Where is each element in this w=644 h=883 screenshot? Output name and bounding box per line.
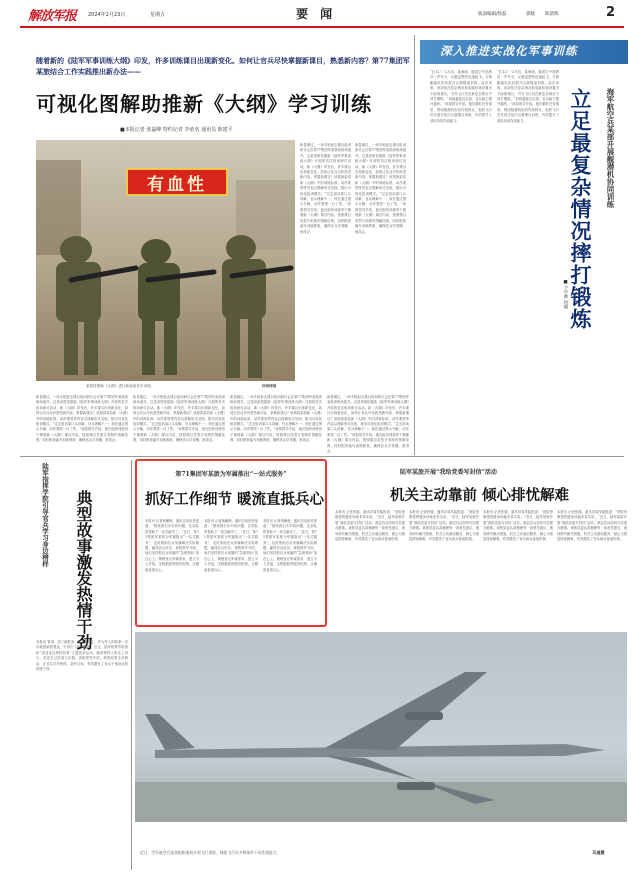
top-story-body-2: 新春刚过，一场手枪射击课目组训研讨会在第77集团军某旅训练场展开。这是该旅依据新《陆军军事训练大纲》开展的首次组训研讨活动。新《大纲》印发后，许多课目出现新变化，如何让官兵尽快熟悉新内容、掌握新课目？该旅探索将新《大纲》中的训练标准、动作要领等内容以图解形式呈现，推出可视化组训模式。“过去组训靠口头讲解，官兵理解不一；现在通过图示分解，动作要领一目了然。”该旅领导介绍，他们组织训练骨干梳理新《大纲》课目内容，按照课目类型分类制作图解挂图，同时配套编写训练教案，确保官兵学得懂、练得会。 xyxy=(355,143,406,234)
masthead-rule xyxy=(20,26,624,28)
top-story-body-1: 新春刚过，一场手枪射击课目组训研讨会在第77集团军某旅训练场展开。这是该旅依据新《陆军军事训练大纲》开展的首次组训研讨活动。新《大纲》印发后，许多课目出现新变化，如何让官兵尽快熟悉新内容、掌握新课目？该旅探索将新《大纲》中的训练标准、动作要领等内容以图解形式呈现，推出可视化组训模式。“过去组训靠口头讲解，官兵理解不一；现在通过图示分解，动作要领一目了然。”该旅领导介绍，他们组织训练骨干梳理新《大纲》课目内容，按照课目类型分类制作图解挂图，同时配套编写训练教案，确保官兵学得懂、练得会。 xyxy=(300,143,351,234)
top-story-body-4: 新春刚过，一场手枪射击课目组训研讨会在第77集团军某旅训练场展开。这是该旅依据新《陆军军事训练大纲》开展的首次组训研讨活动。新《大纲》印发后，许多课目出现新变化，如何让官兵尽快熟悉新内容、掌握新课目？该旅探索将新《大纲》中的训练标准、动作要领等内容以图解形式呈现，推出可视化组训模式。“过去组训靠口头讲解，官兵理解不一；现在通过图示分解，动作要领一目了然。”该旅领导介绍，他们组织训练骨干梳理新《大纲》课目内容，按照课目类型分类制作图解挂图，同时配套编写训练教案，确保官兵学得懂、练得会。 xyxy=(133,395,225,443)
issue-weekday: 星期五 xyxy=(150,12,166,18)
navy-story-banner xyxy=(420,40,628,64)
right-story-body-2: 本报讯 记者张健、通讯员周茂铭报道：“营院里修建的健身场地非常实用。”近日，陆军某旅开展“我给党委写封信”活动，基层官兵纷纷写信建言献策。该旅党委认真梳理每一条意见建议，逐项研究解决措施，机关主动靠前服务，倾心为基层排忧解难，有效激发了官兵练兵备战热情。 xyxy=(409,510,479,542)
page-proofreader: 郭晓 xyxy=(526,12,535,17)
issue-date: 2024年2月23日 xyxy=(88,12,126,18)
navy-story-banner-text: 深入推进实战化军事训练 xyxy=(440,44,578,58)
top-story-byline: ■本报记者 张磊峰 特约记者 李依名 通讯员 陈建平 xyxy=(120,127,233,133)
training-photo-caption: 某旅按照新《大纲》进行新装备首次训练。 xyxy=(86,384,155,388)
right-story-headline: 机关主动靠前 倾心排忧解难 xyxy=(390,487,570,504)
top-story-body-6: 新春刚过，一场手枪射击课目组训研讨会在第77集团军某旅训练场展开。这是该旅依据新《陆军军事训练大纲》开展的首次组训研讨活动。新《大纲》印发后，许多课目出现新变化，如何让官兵尽快熟悉新内容、掌握新课目？该旅探索将新《大纲》中的训练标准、动作要领等内容以图解形式呈现，推出可视化组训模式。“过去组训靠口头讲解，官兵理解不一；现在通过图示分解，动作要领一目了然。”该旅领导介绍，他们组织训练骨干梳理新《大纲》课目内容，按照课目类型分类制作图解挂图，同时配套编写训练教案，确保官兵学得懂、练得会。 xyxy=(327,395,409,453)
right-story-kicker: 陆军某旅开展“我给党委写封信”活动 xyxy=(400,469,497,476)
masthead xyxy=(0,0,644,28)
bottom-left-body: 本报讯 鲁琪、刘三新报道：电子屏幕上，作为军人的故事一次次地感染着观众，引得台下掌声阵阵。近日，陆军指挥学院组织“讲述身边榜样故事”主题宣讲活动，邀请榜样人物走上讲台，讲述自己的奋斗历程。该院领导介绍，典型故事生动鲜活，让官兵学有榜样、赶有目标，有效激发了官兵干事创业的热情干劲。 xyxy=(36,640,128,672)
right-story-body-3: 本报讯 记者张健、通讯员周茂铭报道：“营院里修建的健身场地非常实用。”近日，陆军某旅开展“我给党委写封信”活动，基层官兵纷纷写信建言献策。该旅党委认真梳理每一条意见建议，逐项研究解决措施，机关主动靠前服务，倾心为基层排忧解难，有效激发了官兵练兵备战热情。 xyxy=(483,510,553,542)
top-story-body-5: 新春刚过，一场手枪射击课目组训研讨会在第77集团军某旅训练场展开。这是该旅依据新《陆军军事训练大纲》开展的首次组训研讨活动。新《大纲》印发后，许多课目出现新变化，如何让官兵尽快熟悉新内容、掌握新课目？该旅探索将新《大纲》中的训练标准、动作要领等内容以图解形式呈现，推出可视化组训模式。“过去组训靠口头讲解，官兵理解不一；现在通过图示分解，动作要领一目了然。”该旅领导介绍，他们组织训练骨干梳理新《大纲》课目内容，按照课目类型分类制作图解挂图，同时配套编写训练教案，确保官兵学得懂、练得会。 xyxy=(230,395,322,443)
top-story-headline: 可视化图解助推新《大纲》学习训练 xyxy=(36,92,372,116)
bottom-left-kicker: 陆军指挥学院引导官兵学习身边榜样 xyxy=(41,463,49,567)
highlight-story-box xyxy=(135,459,327,627)
aircraft-illustration xyxy=(135,632,627,822)
right-story-body-4: 本报讯 记者张健、通讯员周茂铭报道：“营院里修建的健身场地非常实用。”近日，陆军某旅开展“我给党委写封信”活动，基层官兵纷纷写信建言献策。该旅党委认真梳理每一条意见建议，逐项研究解决措施，机关主动靠前服务，倾心为基层排忧解难，有效激发了官兵练兵备战热情。 xyxy=(557,510,627,542)
highlight-story-body-3: 本报讯 记者黄鹏俊、通讯员吴世昊报道：“困扰我们多年的问题，在部队的帮助下一站式解决了。”近日，第71集团军某旅为军属推出“一站式服务”，及时帮助官兵家属解决实际难题，赢得官兵好评。该旅领导介绍，他们坚持把官兵家属的“急难愁盼”放在心上，梳理登记军属需求，建立专人对接、全程跟踪的服务机制，让暖流直抵兵心。 xyxy=(263,519,317,572)
bottom-left-headline: 典型故事激发热情干劲 xyxy=(74,490,93,650)
highlight-story-headline: 抓好工作细节 暖流直抵兵心 xyxy=(145,491,325,508)
navy-story-body-1: “红12！”2月初，某海域，随着空中指挥员一声号令，反潜巡逻机迅速起飞，与舰艇编队协同展开反潜搜索训练。此次训练，该部依托复杂海况和电磁环境设置多个险难课目，引导飞行员在最复杂情况下摔打锻炼。“训练越接近实战，官兵能力提升越快。”该部领导介绍，他们紧盯任务需求，围绕舰潜机协同作战特点，组织飞行员开展多批次反潜课目训练，有效提升了部队协同作战能力。 xyxy=(430,70,492,123)
highlight-story-body-1: 本报讯 记者黄鹏俊、通讯员吴世昊报道：“困扰我们多年的问题，在部队的帮助下一站式解决了。”近日，第71集团军某旅为军属推出“一站式服务”，及时帮助官兵家属解决实际难题，赢得官兵好评。该旅领导介绍，他们坚持把官兵家属的“急难愁盼”放在心上，梳理登记军属需求，建立专人对接、全程跟踪的服务机制，让暖流直抵兵心。 xyxy=(145,519,199,572)
navy-story-headline: 立足最复杂情况摔打锻炼 xyxy=(568,88,593,330)
section-title: 要 闻 xyxy=(296,7,337,21)
photo-banner-text: 有血性 xyxy=(147,174,207,195)
bottom-left-divider xyxy=(131,460,132,870)
top-story-body-3: 新春刚过，一场手枪射击课目组训研讨会在第77集团军某旅训练场展开。这是该旅依据新《陆军军事训练大纲》开展的首次组训研讨活动。新《大纲》印发后，许多课目出现新变化，如何让官兵尽快熟悉新内容、掌握新课目？该旅探索将新《大纲》中的训练标准、动作要领等内容以图解形式呈现，推出可视化组训模式。“过去组训靠口头讲解，官兵理解不一；现在通过图示分解，动作要领一目了然。”该旅领导介绍，他们组织训练骨干梳理新《大纲》课目内容，按照课目类型分类制作图解挂图，同时配套编写训练教案，确保官兵学得懂、练得会。 xyxy=(36,395,128,443)
highlight-story-kicker: 第71集团军某旅为军属推出“一站式服务” xyxy=(175,471,287,478)
navy-story-kicker: 海军航空兵某部开展舰潜机协同训练 xyxy=(606,88,615,208)
aircraft-photo-credit: 马道摄 xyxy=(592,850,605,855)
page-number: 2 xyxy=(606,5,616,20)
page-designer: 陈晨辉 xyxy=(545,12,559,17)
newspaper-logo: 解放军报 xyxy=(28,9,77,24)
top-story-standfirst: 随着新的《陆军军事训练大纲》印发，许多训练课目出现新变化。如何让官兵尽快掌握新课目，熟悉新内容？第77集团军某旅结合工作实践推出新办法—— xyxy=(36,56,410,76)
photo-banner xyxy=(126,168,228,196)
navy-story-body-2: “红12！”2月初，某海域，随着空中指挥员一声号令，反潜巡逻机迅速起飞，与舰艇编队协同展开反潜搜索训练。此次训练，该部依托复杂海况和电磁环境设置多个险难课目，引导飞行员在最复杂情况下摔打锻炼。“训练越接近实战，官兵能力提升越快。”该部领导介绍，他们紧盯任务需求，围绕舰潜机协同作战特点，组织飞行员开展多批次反潜课目训练，有效提升了部队协同作战能力。 xyxy=(497,70,559,123)
right-story-body-1: 本报讯 记者张健、通讯员周茂铭报道：“营院里修建的健身场地非常实用。”近日，陆军某旅开展“我给党委写封信”活动，基层官兵纷纷写信建言献策。该旅党委认真梳理每一条意见建议，逐项研究解决措施，机关主动靠前服务，倾心为基层排忧解难，有效激发了官兵练兵备战热情。 xyxy=(335,510,405,542)
navy-story-byline: ■卞中帅 何朝 xyxy=(563,280,568,309)
aircraft-photo-caption: 近日，空军航空兵某部组织战机开展飞行训练，锤炼飞行员多种条件下的作战能力。 xyxy=(140,850,281,855)
column-divider xyxy=(414,35,415,455)
section-rule xyxy=(20,456,624,457)
page-editor: 版面编辑/侯磊 xyxy=(478,12,507,17)
training-photo xyxy=(36,140,295,381)
aircraft-photo xyxy=(135,632,627,822)
training-photo-credit: 杨晓博摄 xyxy=(262,384,277,388)
highlight-story-body-2: 本报讯 记者黄鹏俊、通讯员吴世昊报道：“困扰我们多年的问题，在部队的帮助下一站式解决了。”近日，第71集团军某旅为军属推出“一站式服务”，及时帮助官兵家属解决实际难题，赢得官兵好评。该旅领导介绍，他们坚持把官兵家属的“急难愁盼”放在心上，梳理登记军属需求，建立专人对接、全程跟踪的服务机制，让暖流直抵兵心。 xyxy=(204,519,258,572)
